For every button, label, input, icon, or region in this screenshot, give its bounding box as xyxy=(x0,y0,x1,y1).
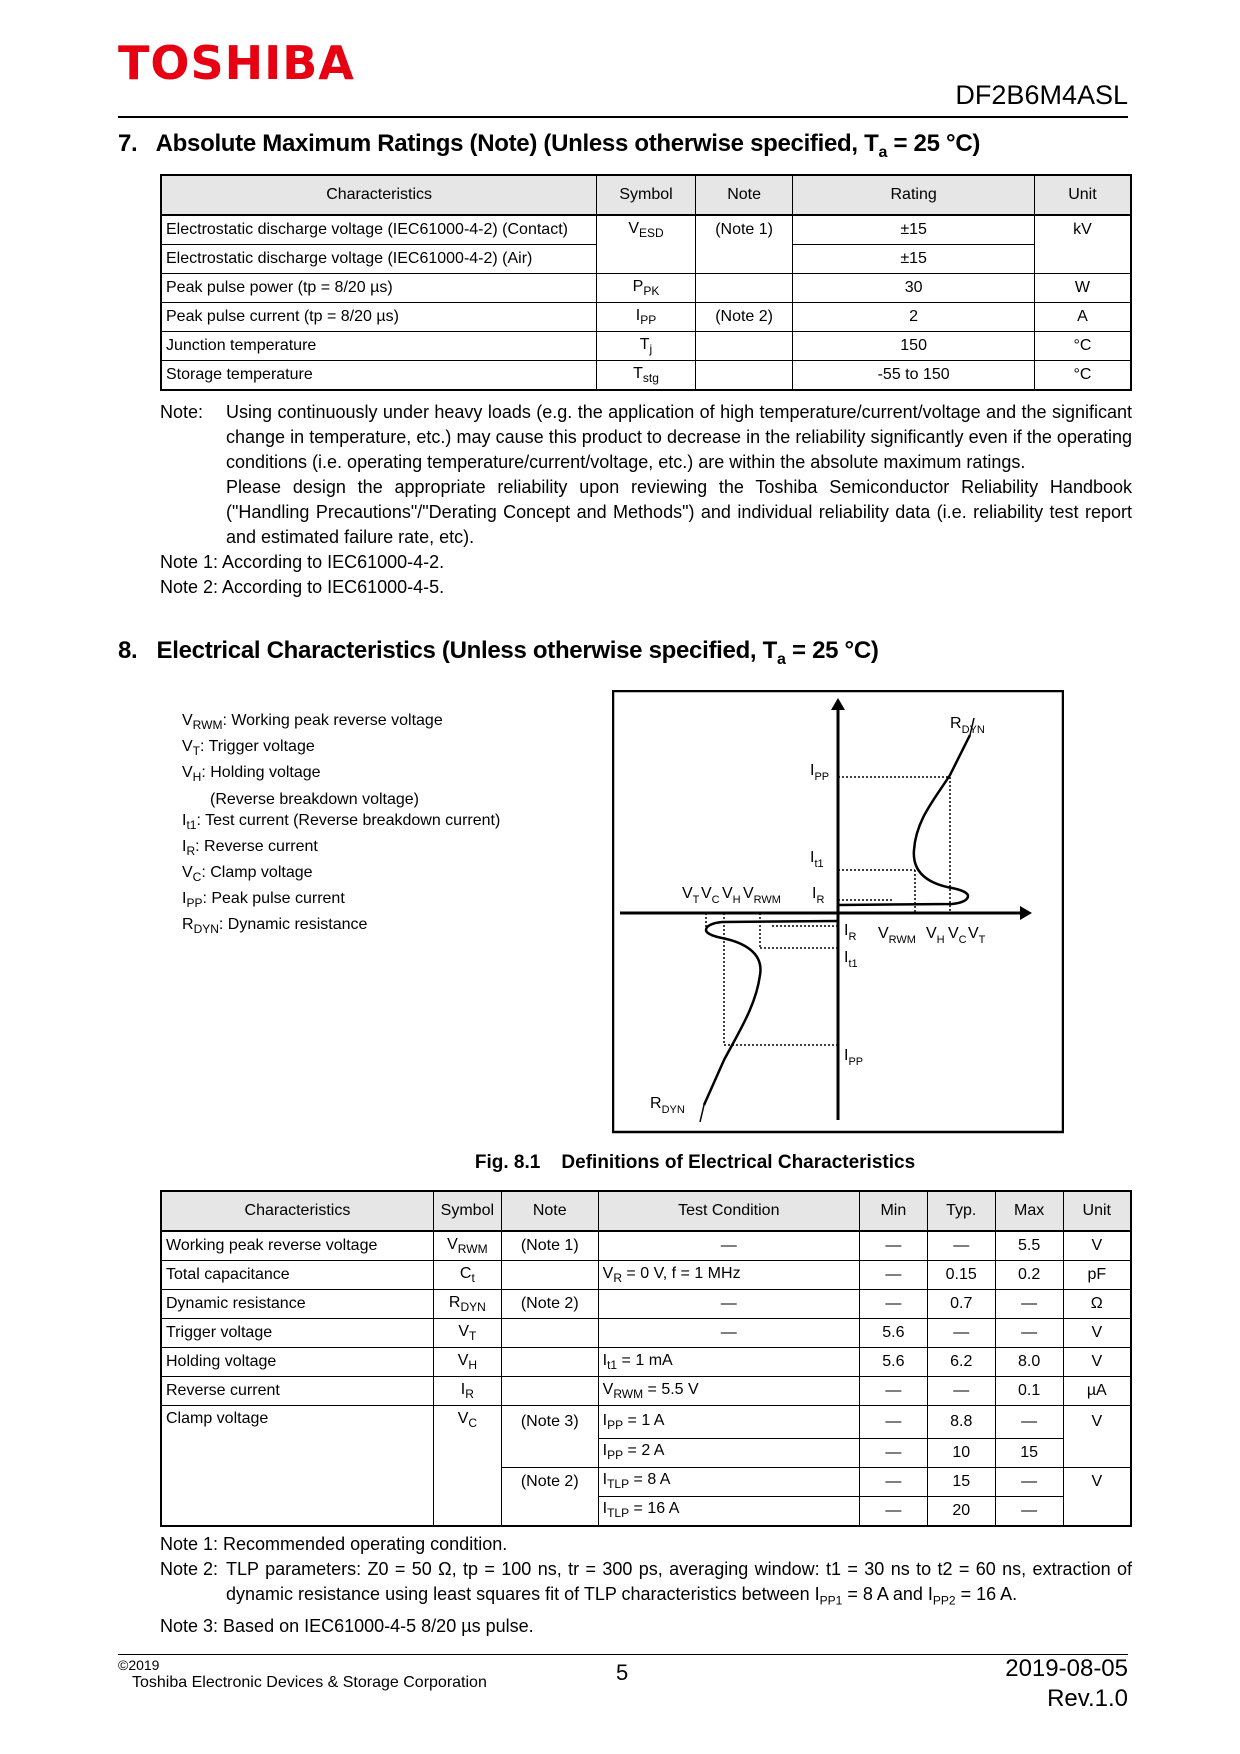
cell-typ: — xyxy=(927,1377,995,1406)
figure-caption: Fig. 8.1 Definitions of Electrical Characteristics xyxy=(474,1152,916,1173)
note-1: Note 1: Recommended operating condition. xyxy=(160,1534,508,1554)
iv-characteristic-diagram xyxy=(612,690,1064,1134)
col-header: Min xyxy=(859,1191,927,1231)
label-vc-neg: $V_C$ xyxy=(701,885,720,906)
table-row xyxy=(161,303,1131,332)
label-ipp-neg: $I_{PP}$ xyxy=(844,1047,864,1068)
cell-unit: V xyxy=(1063,1406,1131,1439)
cell-characteristic: Junction temperature xyxy=(161,332,597,361)
toshiba-logo: TOSHIBA xyxy=(118,36,355,90)
table-row xyxy=(161,215,1131,245)
table-row xyxy=(161,1348,1131,1377)
cell-rating: -55 to 150 xyxy=(793,361,1034,391)
col-header: Symbol xyxy=(597,175,696,215)
cell-symbol: $T_j$ xyxy=(597,332,696,361)
cell-characteristic: Reverse current xyxy=(161,1377,433,1406)
cell-typ: 20 xyxy=(927,1496,995,1526)
table-row xyxy=(161,1261,1131,1290)
cell-rating: ±15 xyxy=(793,215,1034,245)
cell-unit: V xyxy=(1063,1231,1131,1261)
cell-characteristic xyxy=(161,1438,433,1467)
cell-symbol: $V_H$ xyxy=(433,1348,501,1377)
cell-unit: A xyxy=(1034,303,1131,332)
cell-note xyxy=(695,361,793,391)
label-vc-pos: $V_C$ xyxy=(948,925,967,946)
col-header: Characteristics xyxy=(161,1191,433,1231)
legend-item: $I_{t1}$: Test current (Reverse breakdown current) xyxy=(182,811,501,832)
cell-unit xyxy=(1063,1438,1131,1467)
cell-rating: ±15 xyxy=(793,245,1034,274)
cell-symbol: $V_{RWM}$ xyxy=(433,1231,501,1261)
cell-note: (Note 1) xyxy=(695,215,793,245)
cell-min: 5.6 xyxy=(859,1348,927,1377)
table-header-row xyxy=(161,1191,1131,1231)
col-header: Unit xyxy=(1063,1191,1131,1231)
table-row xyxy=(161,1438,1131,1467)
cell-note: (Note 2) xyxy=(501,1290,598,1319)
notes-section-8 xyxy=(160,1532,1132,1639)
table-row xyxy=(161,1467,1131,1496)
table-row xyxy=(161,1290,1131,1319)
note-2: Note 2: TLP parameters: Z0 = 50 Ω, tp = 100 ns, tr = 300 ps, averaging window: t1 = 30 ns to t2 = 60 ns, extraction of dynamic resistance using least squares fit of TLP characteristics between $I_{PP1} = 8$ A and $I_{PP2} = 16$ A. xyxy=(160,1559,1132,1608)
cell-note: (Note 3) xyxy=(501,1406,598,1439)
col-header: Typ. xyxy=(927,1191,995,1231)
cell-unit: V xyxy=(1063,1319,1131,1348)
col-header: Note xyxy=(501,1191,598,1231)
cell-note xyxy=(501,1496,598,1526)
cell-max: — xyxy=(995,1406,1063,1439)
cell-condition: — xyxy=(598,1290,859,1319)
legend-item: $I_{PP}$: Peak pulse current xyxy=(182,890,345,911)
cell-symbol xyxy=(433,1438,501,1467)
label-ir-neg: $I_R$ xyxy=(844,922,857,943)
cell-rating: 30 xyxy=(793,274,1034,303)
table-header-row xyxy=(161,175,1131,215)
section-7-heading xyxy=(118,130,980,162)
negative-guides xyxy=(706,913,838,1045)
cell-condition: $I_{PP} = 1$ A xyxy=(598,1406,859,1439)
rdyn-pointer-negative xyxy=(700,1105,704,1122)
cell-max: 0.2 xyxy=(995,1261,1063,1290)
table-row xyxy=(161,245,1131,274)
footer-rule xyxy=(118,1654,1128,1655)
cell-note: (Note 2) xyxy=(501,1467,598,1496)
cell-condition: $I_{PP} = 2$ A xyxy=(598,1438,859,1467)
cell-unit: V xyxy=(1063,1348,1131,1377)
cell-unit: °C xyxy=(1034,332,1131,361)
legend-item: $R_{DYN}$: Dynamic resistance xyxy=(182,916,368,937)
cell-characteristic: Working peak reverse voltage xyxy=(161,1231,433,1261)
cell-max: — xyxy=(995,1290,1063,1319)
cell-condition: $V_R = 0$ V, f = 1 MHz xyxy=(598,1261,859,1290)
col-header: Characteristics xyxy=(161,175,597,215)
cell-characteristic xyxy=(161,1496,433,1526)
cell-note xyxy=(501,1377,598,1406)
cell-characteristic: Electrostatic discharge voltage (IEC61000-4-2) (Contact) xyxy=(161,215,597,245)
current-axis-arrow xyxy=(831,698,845,710)
cell-typ: — xyxy=(927,1319,995,1348)
section-8-heading xyxy=(118,637,879,669)
label-vh-neg: $V_H$ xyxy=(722,885,741,906)
cell-typ: 6.2 xyxy=(927,1348,995,1377)
label-vt-pos: $V_T$ xyxy=(968,925,986,946)
cell-characteristic: Total capacitance xyxy=(161,1261,433,1290)
cell-typ: 8.8 xyxy=(927,1406,995,1439)
label-vrwm-pos: $V_{RWM}$ xyxy=(878,925,916,946)
note-2: Note 2: According to IEC61000-4-5. xyxy=(160,577,445,597)
cell-max: — xyxy=(995,1496,1063,1526)
legend-item: $V_C$: Clamp voltage xyxy=(182,863,313,885)
diagram-labels xyxy=(650,715,986,1116)
cell-characteristic: Peak pulse power (tp = 8/20 µs) xyxy=(161,274,597,303)
cell-note: (Note 2) xyxy=(695,303,793,332)
cell-characteristic: Peak pulse current (tp = 8/20 µs) xyxy=(161,303,597,332)
cell-max: 5.5 xyxy=(995,1231,1063,1261)
cell-typ: — xyxy=(927,1231,995,1261)
label-rdyn-pos: $R_{DYN}$ xyxy=(950,715,985,736)
cell-characteristic: Dynamic resistance xyxy=(161,1290,433,1319)
legend-item: $V_T$: Trigger voltage xyxy=(182,738,315,759)
cell-note xyxy=(501,1438,598,1467)
cell-note: (Note 1) xyxy=(501,1231,598,1261)
cell-min: — xyxy=(859,1496,927,1526)
legend-item: $I_R$: Reverse current xyxy=(182,837,318,858)
cell-symbol: $P_{PK}$ xyxy=(597,274,696,303)
cell-typ: 0.15 xyxy=(927,1261,995,1290)
cell-characteristic: Electrostatic discharge voltage (IEC61000-4-2) (Air) xyxy=(161,245,597,274)
footer-date-rev xyxy=(1005,1654,1128,1714)
label-vh-pos: $V_H$ xyxy=(926,925,945,946)
note-text: Using continuously under heavy loads (e.g. the application of high temperature/current/voltage and the significant change in temperature, etc.) may cause this product to decrease in the reliability significantly even if the operating conditions (i.e. operating temperature/current/voltage, etc.) are within the absolute maximum ratings. xyxy=(226,402,1132,472)
section-title-tail: = 25 °C) xyxy=(785,637,879,664)
cell-symbol xyxy=(433,1496,501,1526)
cell-note xyxy=(695,332,793,361)
cell-note xyxy=(501,1348,598,1377)
cell-min: — xyxy=(859,1261,927,1290)
cell-max: — xyxy=(995,1319,1063,1348)
cell-condition: $I_{TLP} = 16$ A xyxy=(598,1496,859,1526)
cell-max: — xyxy=(995,1467,1063,1496)
table-row xyxy=(161,274,1131,303)
footer-date: 2019-08-05 xyxy=(1005,1655,1128,1682)
col-header: Max xyxy=(995,1191,1063,1231)
table-row xyxy=(161,361,1131,391)
table-row xyxy=(161,332,1131,361)
cell-symbol: $V_T$ xyxy=(433,1319,501,1348)
table-row xyxy=(161,1377,1131,1406)
cell-characteristic: Holding voltage xyxy=(161,1348,433,1377)
cell-condition: $V_{RWM} = 5.5$ V xyxy=(598,1377,859,1406)
cell-symbol: $V_{ESD}$ xyxy=(597,215,696,245)
cell-characteristic xyxy=(161,1467,433,1496)
cell-unit: V xyxy=(1063,1467,1131,1496)
cell-characteristic: Clamp voltage xyxy=(161,1406,433,1439)
section-number: 7. xyxy=(118,130,138,157)
positive-iv-curve xyxy=(838,735,970,905)
cell-symbol: $V_C$ xyxy=(433,1406,501,1439)
footer-revision: Rev.1.0 xyxy=(1047,1685,1128,1712)
cell-max: 0.1 xyxy=(995,1377,1063,1406)
cell-condition: — xyxy=(598,1319,859,1348)
note-text: Please design the appropriate reliability upon reviewing the Toshiba Semiconductor Reliability Handbook ("Handling Precautions"/"Derating Concept and Methods") and individual reliability data (i.e. reliability test report and estimated failure rate, etc). xyxy=(226,477,1132,547)
table-row xyxy=(161,1496,1131,1526)
part-number: DF2B6M4ASL xyxy=(955,80,1128,110)
cell-characteristic: Storage temperature xyxy=(161,361,597,391)
label-vt-neg: $V_T$ xyxy=(682,885,700,906)
cell-max: 15 xyxy=(995,1438,1063,1467)
note-label: Note: xyxy=(160,402,204,422)
label-rdyn-neg: $R_{DYN}$ xyxy=(650,1095,685,1116)
cell-unit: W xyxy=(1034,274,1131,303)
cell-min: — xyxy=(859,1467,927,1496)
absolute-max-ratings-table xyxy=(160,174,1132,391)
cell-condition: $I_{t1} = 1$ mA xyxy=(598,1348,859,1377)
cell-symbol: $R_{DYN}$ xyxy=(433,1290,501,1319)
cell-unit xyxy=(1034,245,1131,274)
section-title-sub: a xyxy=(777,650,786,668)
label-it1-neg: $I_{t1}$ xyxy=(844,949,858,970)
cell-symbol: $I_{PP}$ xyxy=(597,303,696,332)
section-title: Electrical Characteristics (Unless otherwise specified, T xyxy=(156,637,778,664)
cell-rating: 2 xyxy=(793,303,1034,332)
page-number: 5 xyxy=(616,1660,629,1685)
cell-min: 5.6 xyxy=(859,1319,927,1348)
cell-symbol xyxy=(433,1467,501,1496)
cell-condition: $I_{TLP} = 8$ A xyxy=(598,1467,859,1496)
cell-min: — xyxy=(859,1290,927,1319)
cell-min: — xyxy=(859,1377,927,1406)
note-3: Note 3: Based on IEC61000-4-5 8/20 µs pulse. xyxy=(160,1615,534,1636)
legend-item: (Reverse breakdown voltage) xyxy=(210,790,419,808)
label-it1-pos: $I_{t1}$ xyxy=(810,849,824,870)
cell-characteristic: Trigger voltage xyxy=(161,1319,433,1348)
col-header: Test Condition xyxy=(598,1191,859,1231)
cell-unit: °C xyxy=(1034,361,1131,391)
header-rule xyxy=(118,116,1128,118)
cell-symbol: $I_R$ xyxy=(433,1377,501,1406)
section-title: Absolute Maximum Ratings (Note) (Unless otherwise specified, T xyxy=(155,130,879,157)
legend-item: $V_H$: Holding voltage xyxy=(182,764,321,785)
electrical-characteristics-table xyxy=(160,1190,1132,1527)
cell-symbol xyxy=(597,245,696,274)
label-vrwm-neg: $V_{RWM}$ xyxy=(743,885,781,906)
table-row xyxy=(161,1231,1131,1261)
label-ipp-pos: $I_{PP}$ xyxy=(810,762,830,783)
note-general xyxy=(160,400,1132,550)
label-ir-pos: $I_R$ xyxy=(812,885,825,906)
cell-unit: pF xyxy=(1063,1261,1131,1290)
cell-symbol: $C_t$ xyxy=(433,1261,501,1290)
note-1: Note 1: According to IEC61000-4-2. xyxy=(160,552,445,572)
cell-typ: 15 xyxy=(927,1467,995,1496)
cell-note xyxy=(501,1319,598,1348)
definitions-legend xyxy=(182,710,500,941)
cell-note xyxy=(501,1261,598,1290)
col-header: Symbol xyxy=(433,1191,501,1231)
legend-item: $V_{RWM}$: Working peak reverse voltage xyxy=(182,712,443,733)
cell-note xyxy=(695,245,793,274)
section-number: 8. xyxy=(118,637,138,664)
section-title-sub: a xyxy=(878,143,888,161)
table-row xyxy=(161,1319,1131,1348)
corporation-name: Toshiba Electronic Devices & Storage Corporation xyxy=(132,1674,487,1691)
col-header: Note xyxy=(695,175,793,215)
cell-min: — xyxy=(859,1231,927,1261)
cell-symbol: $T_{stg}$ xyxy=(597,361,696,391)
cell-rating: 150 xyxy=(793,332,1034,361)
cell-unit: µA xyxy=(1063,1377,1131,1406)
cell-unit xyxy=(1063,1496,1131,1526)
cell-typ: 10 xyxy=(927,1438,995,1467)
cell-min: — xyxy=(859,1406,927,1439)
col-header: Unit xyxy=(1034,175,1131,215)
cell-note xyxy=(695,274,793,303)
cell-typ: 0.7 xyxy=(927,1290,995,1319)
voltage-axis-arrow xyxy=(1020,906,1032,920)
notes-section-7 xyxy=(160,400,1132,600)
positive-guides xyxy=(838,777,950,913)
copyright: ©2019 xyxy=(118,1657,160,1673)
cell-min: — xyxy=(859,1438,927,1467)
cell-max: 8.0 xyxy=(995,1348,1063,1377)
cell-condition: — xyxy=(598,1231,859,1261)
cell-unit: kV xyxy=(1034,215,1131,245)
col-header: Rating xyxy=(793,175,1034,215)
cell-unit: Ω xyxy=(1063,1290,1131,1319)
table-row xyxy=(161,1406,1131,1439)
section-title-tail: = 25 °C) xyxy=(887,130,981,157)
